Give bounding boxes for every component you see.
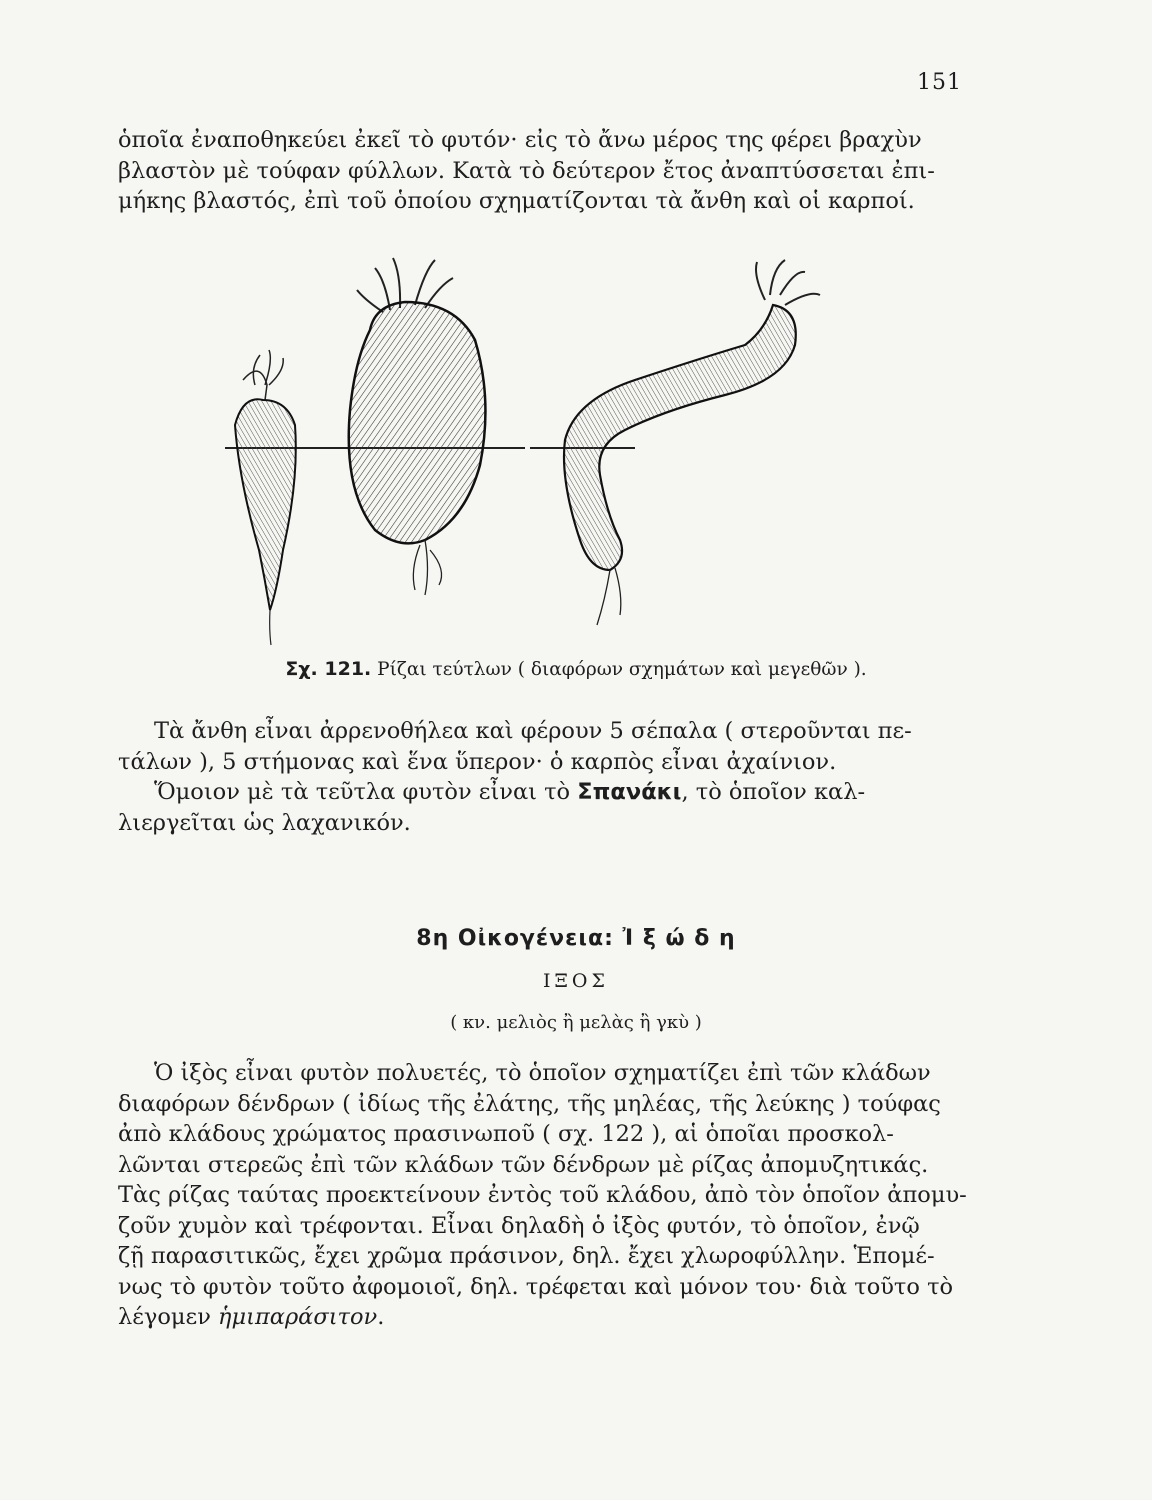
round-beet-root [349,258,486,595]
text-line: μήκης βλαστός, ἐπὶ τοῦ ὁποίου σχηματίζονται τὰ ἄνθη καὶ οἱ καρποί. [118,188,915,214]
text-line: ζῇ παρασιτικῶς, ἔχει χρῶμα πράσινον, δηλ. ἔχει χλωροφύλλην. Ἑπομέ- [118,1243,935,1269]
family-heading: 8η Οἰκογένεια: Ἰ ξ ώ δ η [416,926,736,951]
text-line: λῶνται στερεῶς ἐπὶ τῶν κλάδων τῶν δένδρων μὲ ρίζας ἀπομυζητικάς. [118,1151,929,1178]
text-line: διαφόρων δένδρων ( ἰδίως τῆς ἐλάτης, τῆς μηλέας, τῆς λεύκης ) τούφας [118,1090,941,1117]
intro-paragraph [118,125,940,217]
text-line: ἀπὸ κλάδους χρώματος πρασινωποῦ ( σχ. 122 ), αἱ ὁποῖαι προσκολ- [118,1121,894,1147]
flowers-paragraph [118,716,940,838]
genus-heading: ΙΞΟΣ [543,970,609,992]
text-line: νως τὸ φυτὸν τοῦτο ἀφομοιοῖ, δηλ. τρέφεται καὶ μόνον του· διὰ τοῦτο τὸ [118,1273,954,1300]
curved-beet-root [564,260,820,625]
beet-roots-illustration [225,250,865,650]
figure-caption-text: Ρίζαι τεύτλων ( διαφόρων σχημάτων καὶ μεγεθῶν ). [377,659,867,680]
page-number: 151 [917,70,962,95]
figure-label: Σχ. 121. [285,658,372,680]
text-line [118,1302,940,1333]
text-line: λιεργεῖται ὡς λαχανικόν. [118,809,411,836]
text-segment: λέγομεν [118,1304,219,1330]
spinach-term: Σπανάκι [577,779,682,805]
text-line: ὁποῖα ἐναποθηκεύει ἐκεῖ τὸ φυτόν· εἰς τὸ ἄνω μέρος της φέρει βραχὺν [118,127,922,153]
figure-caption [0,658,1152,680]
text-line: Τὰς ρίζας ταύτας προεκτείνουν ἐντὸς τοῦ κλάδου, ἀπὸ τὸν ὁποῖον ἀπομυ- [118,1182,967,1208]
text-line: Τὰ ἄνθη εἶναι ἀρρενοθήλεα καὶ φέρουν 5 σέπαλα ( στεροῦνται πε- [154,718,912,744]
long-beet-root [235,350,296,645]
text-line: Ὁ ἰξὸς εἶναι φυτὸν πολυετές, τὸ ὁποῖον σχηματίζει ἐπὶ τῶν κλάδων [154,1060,931,1086]
mistletoe-paragraph [118,1058,967,1333]
text-segment: . [377,1304,385,1330]
common-names: ( κν. μελιὸς ἢ μελὰς ἢ γκὺ ) [450,1012,702,1033]
text-line: ζοῦν χυμὸν καὶ τρέφονται. Εἶναι δηλαδὴ ὁ ἰξὸς φυτόν, τὸ ὁποῖον, ἐνῷ [118,1212,920,1239]
text-segment: Ὅμοιον μὲ τὰ τεῦτλα φυτὸν εἶναι τὸ [154,779,578,805]
hemiparasite-term: ἡμιπαράσιτον [218,1304,378,1330]
text-line: βλαστὸν μὲ τούφαν φύλλων. Κατὰ τὸ δεύτερον ἔτος ἀναπτύσσεται ἐπι- [118,157,935,184]
text-line: τάλων ), 5 στήμονας καὶ ἕνα ὕπερον· ὁ καρπὸς εἶναι ἀχαίνιον. [118,748,837,775]
text-segment: , τὸ ὁποῖον καλ- [681,779,866,805]
spinach-line [118,777,940,808]
